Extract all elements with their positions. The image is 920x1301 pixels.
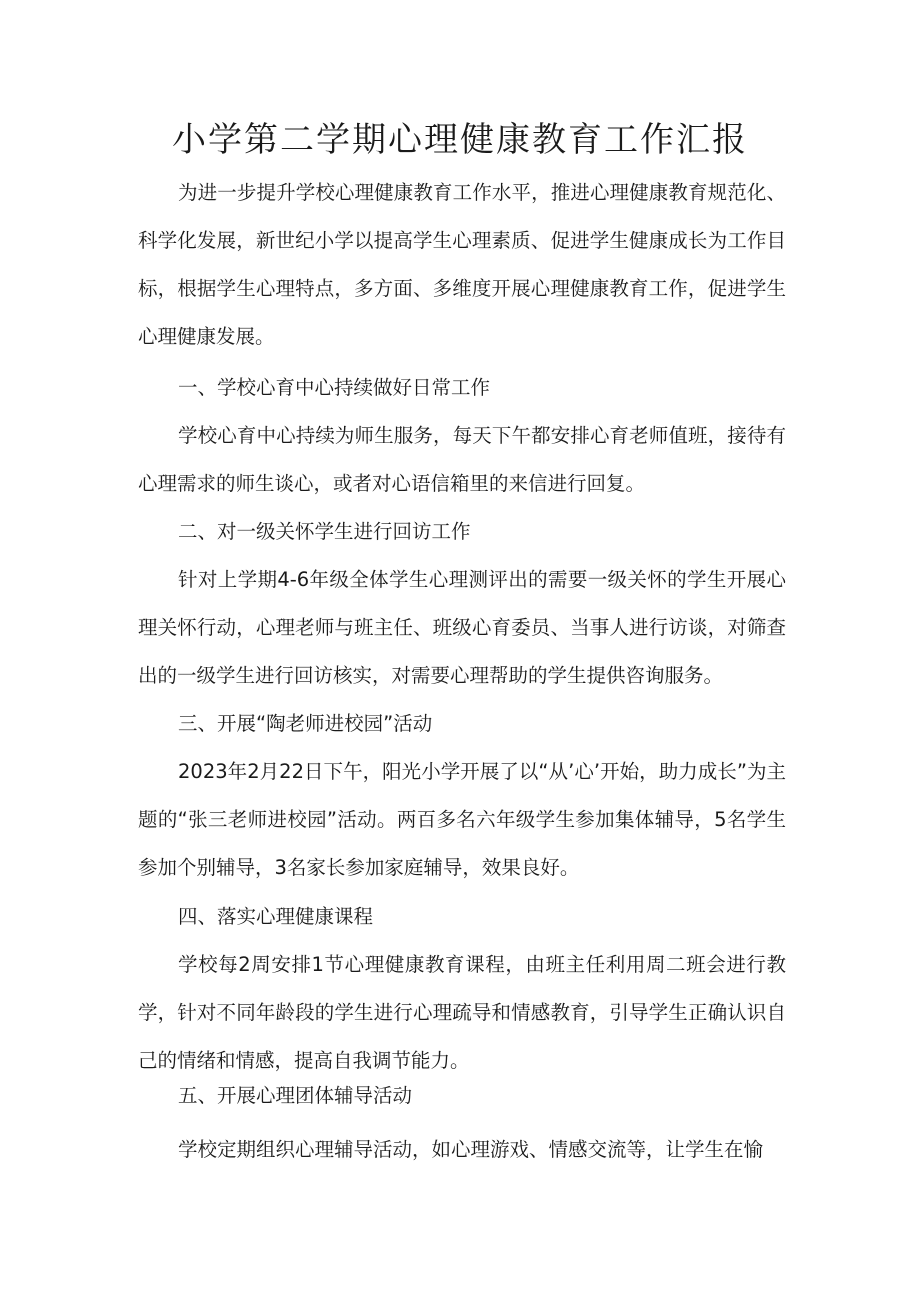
section-2-body: 针对上学期4-6年级全体学生心理测评出的需要一级关怀的学生开展心理关怀行动，心理老师与班主任、班级心育委员、当事人进行访谈，对筛查出的一级学生进行回访核实，对需要心理帮助的学生提供咨询服务。 [138,568,786,687]
section-5-body: 学校定期组织心理辅导活动，如心理游戏、情感交流等，让学生在愉 [178,1138,764,1161]
section-5-heading: 五、开展心理团体辅导活动 [178,1084,413,1107]
section-3-body: 2023年2月22日下午，阳光小学开展了以“从’心’开始，助力成长”为主题的“张三老师进校园”活动。两百多名六年级学生参加集体辅导，5名学生参加个别辅导，3名家长参加家庭辅导，效果良好。 [138,760,786,879]
document-title: 小学第二学期心理健康教育工作汇报 [172,120,748,160]
section-2-heading: 二、对一级关怀学生进行回访工作 [178,520,471,543]
section-4-body: 学校每2周安排1节心理健康教育课程，由班主任利用周二班会进行教学，针对不同年龄段的学生进行心理疏导和情感教育，引导学生正确认识自己的情绪和情感，提高自我调节能力。 [138,953,786,1072]
section-4-heading: 四、落实心理健康课程 [178,905,374,928]
section-1-body: 学校心育中心持续为师生服务，每天下午都安排心育老师值班，接待有心理需求的师生谈心，或者对心语信箱里的来信进行回复。 [138,424,786,495]
section-1-heading: 一、学校心育中心持续做好日常工作 [178,376,491,399]
intro-paragraph: 为进一步提升学校心理健康教育工作水平，推进心理健康教育规范化、科学化发展，新世纪小学以提高学生心理素质、促进学生健康成长为工作目标，根据学生心理特点，多方面、多维度开展心理健康教育工作，促进学生心理健康发展。 [138,181,786,348]
section-3-heading: 三、开展“陶老师进校园”活动 [178,712,433,735]
